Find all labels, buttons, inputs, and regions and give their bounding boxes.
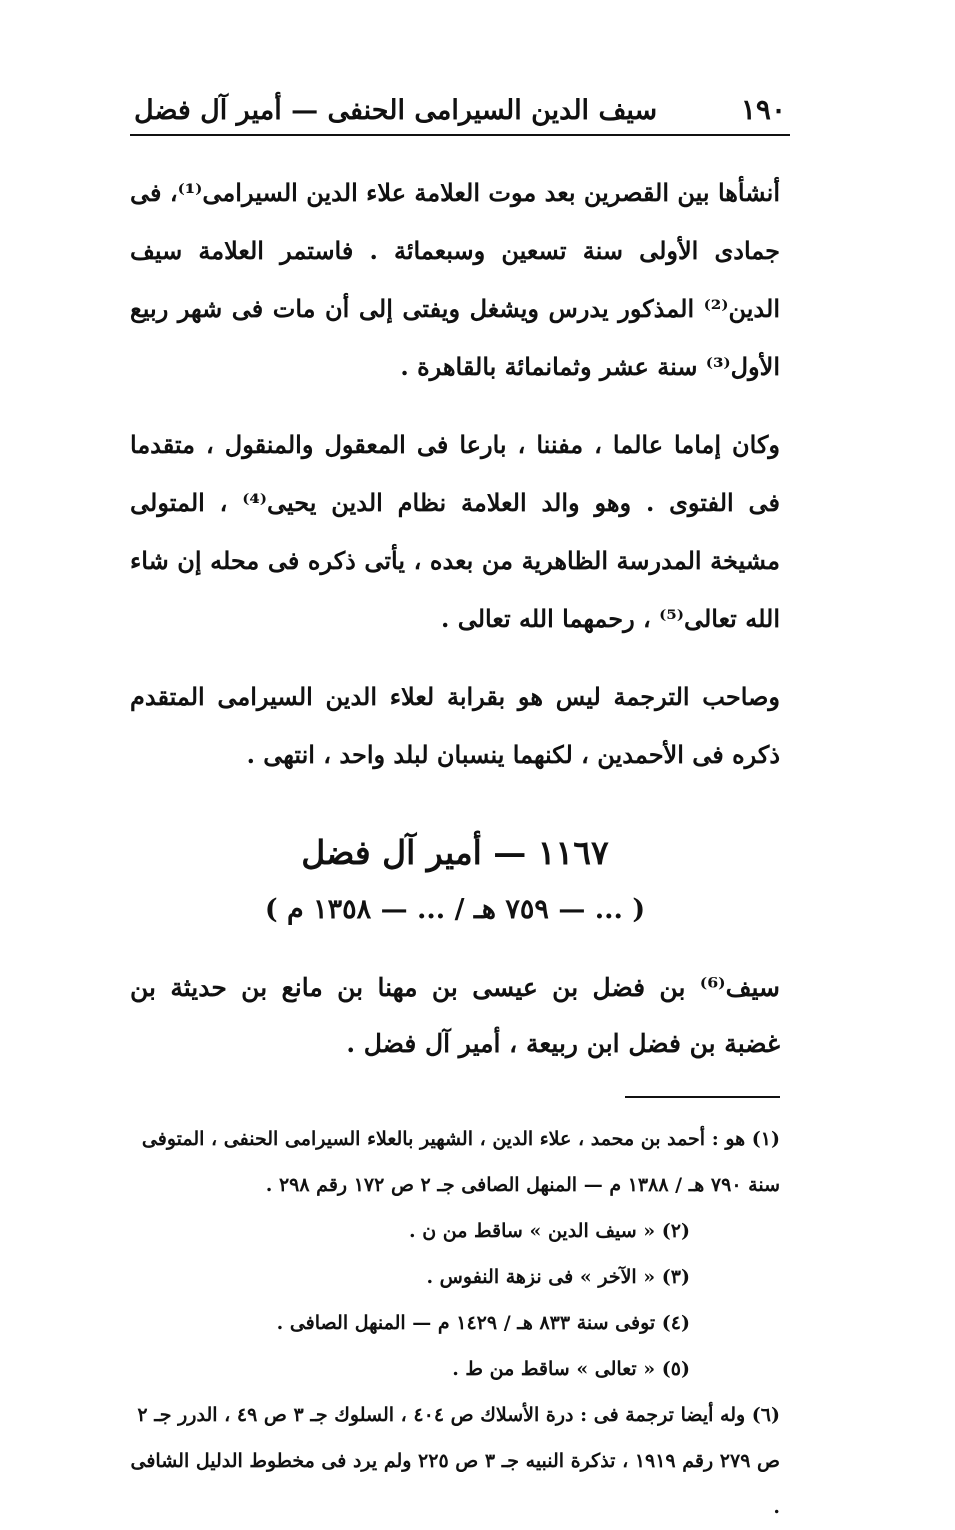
paragraph-2: وكان إماما عالما ، مفننا ، بارعا فى المعقول والمنقول ، متقدما فى الفتوى . وهو والد العلامة نظام الدين يحيى⁽⁴⁾ ، المتولى مشيخة المدرسة الظاهرية من بعده ، يأتى ذكره فى محله إن شاء الله تعالى⁽⁵⁾ ، رحمهما الله تعالى . xyxy=(130,430,780,633)
entry-heading: ١١٦٧ — أمير آل فضل xyxy=(301,833,609,872)
footnotes xyxy=(130,1116,780,1530)
page-number: ١٩٠ xyxy=(740,93,786,126)
footnote-4: (٤) توفى سنة ٨٣٣ هـ / ١٤٢٩ م — المنهل الصافى . xyxy=(276,1312,690,1334)
paragraph-1: أنشأها بين القصرين بعد موت العلامة علاء الدين السيرامى⁽¹⁾، فى جمادى الأولى سنة تسعين وسبعمائة . فاستمر العلامة سيف الدين⁽²⁾ المذكور يدرس ويشغل ويفتى إلى أن مات فى شهر ربيع الأول⁽³⁾ سنة عشر وثمانمائة بالقاهرة . xyxy=(130,178,780,381)
footnote-2: (٢) « سيف الدين » ساقط من ن . xyxy=(408,1220,690,1242)
entry-dates: ( ... — ٧٥٩ هـ / ... — ١٣٥٨ م ) xyxy=(264,894,646,925)
footnote-5: (٥) « تعالى » ساقط من ط . xyxy=(452,1358,690,1380)
footnote-6: (٦) وله أيضا ترجمة فى : درة الأسلاك ص ٤٠٤ ، السلوك جـ ٣ ص ٤٩ ، الدرر جـ ٢ ص ٢٧٩ رقم ١٩١٩ ، تذكرة النبيه جـ ٣ ص ٢٢٥ ولم يرد فى مخطوط الدليل الشافى . xyxy=(130,1404,780,1518)
main-text xyxy=(130,164,780,784)
entry-text: سيف⁽⁶⁾ بن فضل بن عيسى بن مهنا بن مانع بن حديثة بن غضبة بن فضل ابن ربيعة ، أمير آل فضل . xyxy=(130,973,780,1058)
footnote-3: (٣) « الآخر » فى نزهة النفوس . xyxy=(426,1266,690,1288)
footnote-separator xyxy=(625,1096,780,1098)
footnote-1: (١) هو : أحمد بن محمد ، علاء الدين ، الشهير بالعلاء السيرامى الحنفى ، المتوفى سنة ٧٩٠ هـ / ١٣٨٨ م — المنهل الصافى جـ ٢ ص ١٧٢ رقم ٢٩٨ . xyxy=(141,1128,780,1196)
page-header xyxy=(130,70,790,136)
paragraph-3: وصاحب الترجمة ليس هو بقرابة لعلاء الدين السيرامى المتقدم ذكره فى الأحمدين ، لكنهما ينسبان لبلد واحد ، انتهى . xyxy=(130,682,780,769)
running-title: سيف الدين السيرامى الحنفى — أمير آل فضل xyxy=(134,95,658,126)
